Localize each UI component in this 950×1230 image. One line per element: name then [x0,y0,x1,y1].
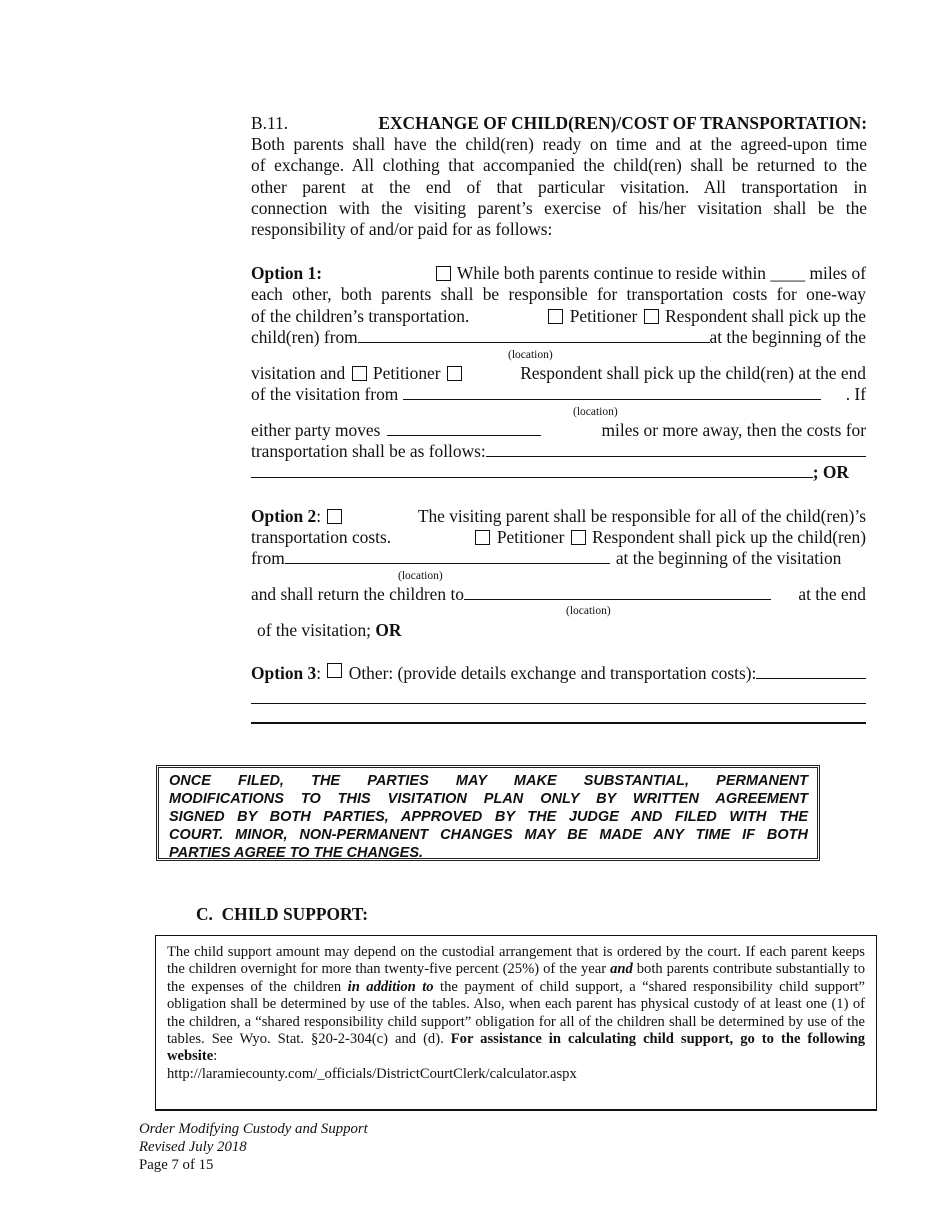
option2-text: from [251,548,285,568]
option1-line-1 [251,263,866,284]
warning-line: SIGNED BY BOTH PARTIES, APPROVED BY THE JUDGE AND FILED WITH THE [169,809,808,825]
option1-text: While both parents continue to reside within ____ miles of [456,263,866,283]
modification-warning-box [156,765,820,861]
option1-respondent-checkbox[interactable] [644,309,659,324]
option3-text: Other: (provide details exchange and transportation costs): [348,663,757,683]
option1-text: either party moves [251,420,381,440]
option1-return-respondent-checkbox[interactable] [447,366,462,381]
option1-text: of the children’s transportation. [251,306,470,326]
warning-line: ONCE FILED, THE PARTIES MAY MAKE SUBSTANTIAL, PERMANENT [169,773,808,789]
option3-label: Option 3 [251,663,317,683]
child-support-paragraph [167,944,865,1066]
option1-line-3 [251,306,866,327]
warning-line: PARTIES AGREE TO THE CHANGES. [169,845,424,861]
option1-checkbox[interactable] [436,266,451,281]
footer-revised: Revised July 2018 [139,1139,247,1155]
option1-pickup-location-field[interactable] [358,327,710,343]
option2-text: transportation costs. [251,527,392,547]
option2-text: at the end [798,584,866,604]
petitioner-label: Petitioner [496,527,565,547]
option2-line-4 [251,584,866,605]
option3-details-line-2[interactable] [251,722,866,724]
section-c-heading: C. CHILD SUPPORT: [196,904,369,924]
location-caption: (location) [398,570,443,582]
paragraph-line: Both parents shall have the child(ren) ready on time and at the agreed-upon time [251,134,867,154]
option1-label: Option 1: [251,263,323,283]
option1-text: child(ren) from [251,327,358,347]
location-caption: (location) [508,349,553,361]
option2-line-1: Option 2: The visiting parent shall be responsible for all of the child(ren)’s [251,506,866,526]
option1-line-4 [251,327,866,348]
emphasis-text: in addition to [347,978,434,995]
option1-line-2: each other, both parents shall be responsible for transportation costs for one-way [251,284,866,304]
option2-return-location-field[interactable] [464,584,771,600]
option2-checkbox[interactable] [327,509,342,524]
section-b11-heading [251,113,867,134]
option1-text: . If [845,384,866,404]
respondent-label: Respondent shall pick up the [665,306,866,326]
option2-respondent-checkbox[interactable] [571,530,586,545]
option2-pickup-location-field[interactable] [285,548,610,564]
calculator-link[interactable]: http://laramiecounty.com/_officials/DistrictCourtClerk/calculator.aspx [167,1065,577,1082]
option1-line-8 [251,441,866,462]
emphasis-text: and [610,961,633,978]
option1-text: of the visitation from [251,384,399,404]
option1-line-6 [251,384,866,405]
child-support-info-box [155,935,877,1111]
option3-details-line-1[interactable] [251,703,866,704]
paragraph-line: other parent at the end of that particular visitation. All transportation in [251,176,867,197]
option3-details-field[interactable] [756,663,866,679]
paragraph-line: of exchange. All clothing that accompanied the child(ren) shall be returned to the [251,155,867,176]
option1-line-7 [251,420,866,441]
respondent-label: Respondent shall pick up the child(ren) [592,527,866,547]
option2-petitioner-checkbox[interactable] [475,530,490,545]
paragraph-text: the payment of child support, a “shared responsibility child support” obligation shall be determined by use of the tables. Also, when each parent has physical custody of at least one (1) of the children, a “shared responsibility child support” obligation for all of the children shall be determined by use of the tables. See Wyo. Stat. §20-2-304(c) and (d). [167,978,865,1048]
page-footer [139,1120,368,1174]
petitioner-label: Petitioner [569,306,638,326]
option2-text: at the beginning of the visitation [615,548,842,568]
option2-text: and shall return the children to [251,584,464,604]
petitioner-label: Petitioner [372,363,441,383]
option2-line-2 [251,527,866,548]
option1-text: miles or more away, then the costs for [601,420,866,440]
location-caption: (location) [573,406,618,418]
option3-checkbox[interactable] [327,663,342,678]
option1-costs-field[interactable] [486,441,866,457]
paragraph-line: connection with the visiting parent’s exercise of his/her visitation shall be the [251,197,867,218]
option1-costs-field-2[interactable] [251,462,813,478]
bold-text: For assistance in calculating child support, go to the following website [167,1031,865,1065]
warning-line: COURT. MINOR, NON-PERMANENT CHANGES MAY BE MADE ANY TIME IF BOTH [169,827,808,843]
option1-text: visitation and [251,363,346,383]
option2-label: Option 2 [251,506,317,526]
section-title: EXCHANGE OF CHILD(REN)/COST OF TRANSPORTATION: [378,113,867,133]
warning-line: MODIFICATIONS TO THIS VISITATION PLAN ONLY BY WRITTEN AGREEMENT [169,791,808,807]
option1-return-location-field[interactable] [403,384,821,400]
option1-text: at the beginning of the [709,327,866,347]
option1-line-5 [251,363,866,384]
option1-line-9 [251,462,849,483]
footer-form-title: Order Modifying Custody and Support [139,1121,368,1137]
footer-page-number: Page 7 of 15 [139,1157,214,1173]
option2-line-3 [251,548,866,569]
section-b11-paragraph [251,134,867,240]
option3-line-1: Option 3 : Other: (provide details exchange and transportation costs): [251,663,866,684]
option1-text: Respondent shall pick up the child(ren) at the end [520,363,866,383]
option2-text: The visiting parent shall be responsible for all of the child(ren)’s [417,506,866,526]
option2-line-5 [257,620,401,641]
option1-return-petitioner-checkbox[interactable] [352,366,367,381]
option1-petitioner-checkbox[interactable] [548,309,563,324]
option1-miles-field[interactable] [387,420,541,436]
section-number: B.11. [251,113,289,133]
paragraph-text: : [213,1048,218,1065]
paragraph-line: responsibility of and/or paid for as follows: [251,219,553,240]
or-label: OR [375,620,402,640]
paragraph-text: both parents contribute substantially to the expenses of the children [167,961,866,995]
location-caption: (location) [566,605,611,617]
paragraph-text: The child support amount may depend on the custodial arrangement that is ordered by the court. If each parent keeps the children overnight for more than twenty-five percent (25%) of the year [167,944,865,978]
option1-text: transportation shall be as follows: [251,441,486,461]
or-label: ; OR [812,462,849,482]
option2-text: of the visitation; [257,620,371,640]
